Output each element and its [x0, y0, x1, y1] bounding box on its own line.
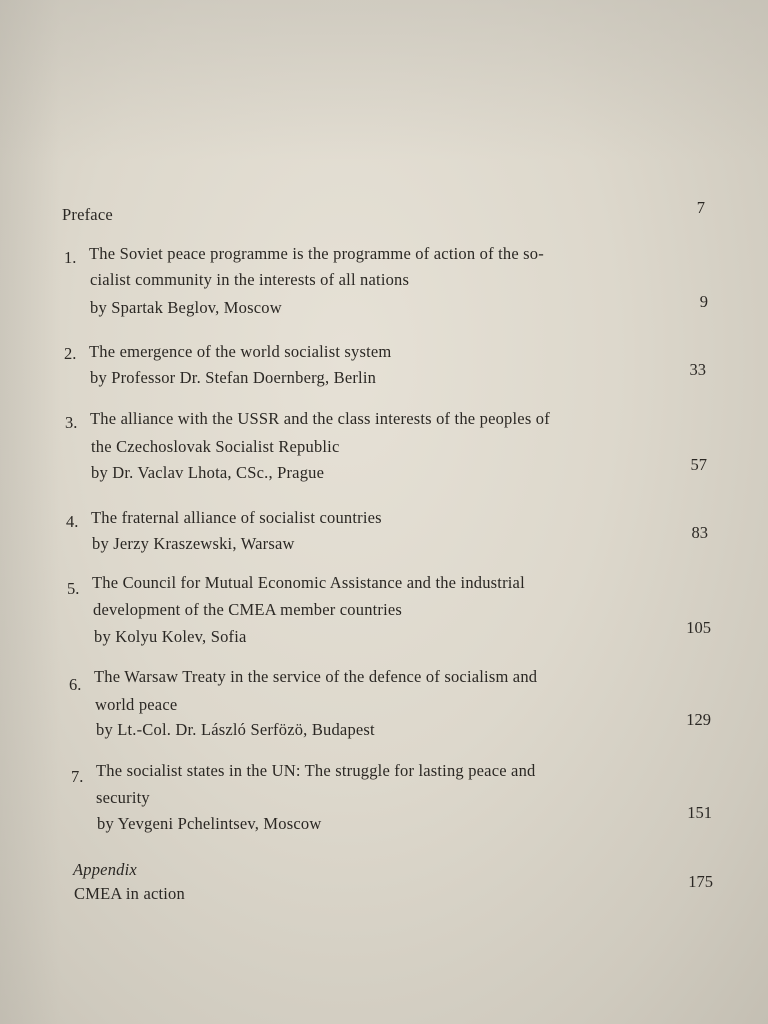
entry-3-title-line-2: the Czechoslovak Socialist Republic [91, 437, 340, 456]
entry-1-number: 1. [64, 248, 77, 267]
appendix-title: CMEA in action [74, 884, 185, 903]
entry-5-title-line-1: The Council for Mutual Economic Assistance and the industrial [92, 573, 525, 592]
entry-4-author: by Jerzy Kraszewski, Warsaw [92, 534, 295, 553]
entry-6-number: 6. [69, 675, 82, 694]
entry-4-page-number: 83 [691, 523, 708, 542]
entry-3-title-line-1: The alliance with the USSR and the class interests of the peoples of [90, 409, 550, 428]
entry-7-author: by Yevgeni Pchelintsev, Moscow [97, 814, 322, 833]
entry-4-title-line-1: The fraternal alliance of socialist countries [91, 508, 382, 527]
entry-1-page-number: 9 [699, 292, 708, 311]
entry-5-page-number: 105 [686, 618, 711, 637]
entry-6-title-line-1: The Warsaw Treaty in the service of the defence of socialism and [94, 667, 538, 686]
entry-5-title-line-2: development of the CMEA member countries [93, 600, 403, 619]
entry-3-author: by Dr. Vaclav Lhota, CSc., Prague [91, 463, 325, 482]
entry-2-title-line-1: The emergence of the world socialist system [89, 342, 392, 361]
entry-7-number: 7. [71, 767, 84, 786]
preface-page-number: 7 [696, 198, 705, 217]
preface-title: Preface [62, 205, 113, 224]
entry-1-title-line-2: cialist community in the interests of all nations [90, 270, 410, 289]
entry-5-author: by Kolyu Kolev, Sofia [94, 627, 247, 646]
appendix-page-number: 175 [688, 872, 713, 891]
entry-6-author: by Lt.-Col. Dr. László Serfözö, Budapest [96, 720, 375, 739]
entry-5-number: 5. [67, 579, 80, 598]
entry-7-page-number: 151 [687, 803, 712, 822]
appendix-heading: Appendix [73, 860, 137, 879]
entry-7-title-line-1: The socialist states in the UN: The struggle for lasting peace and [96, 761, 536, 780]
entry-6-page-number: 129 [686, 710, 711, 729]
entry-7-title-line-2: security [96, 788, 150, 807]
entry-1-title-line-1: The Soviet peace programme is the programme of action of the so- [89, 244, 544, 263]
entry-2-author: by Professor Dr. Stefan Doernberg, Berlin [90, 368, 377, 387]
entry-4-number: 4. [66, 512, 79, 531]
entry-3-number: 3. [65, 413, 78, 432]
entry-2-number: 2. [64, 344, 77, 363]
entry-6-title-line-2: world peace [95, 695, 178, 714]
entry-3-page-number: 57 [690, 455, 707, 474]
entry-2-page-number: 33 [689, 360, 706, 379]
entry-1-author: by Spartak Beglov, Moscow [90, 298, 282, 317]
